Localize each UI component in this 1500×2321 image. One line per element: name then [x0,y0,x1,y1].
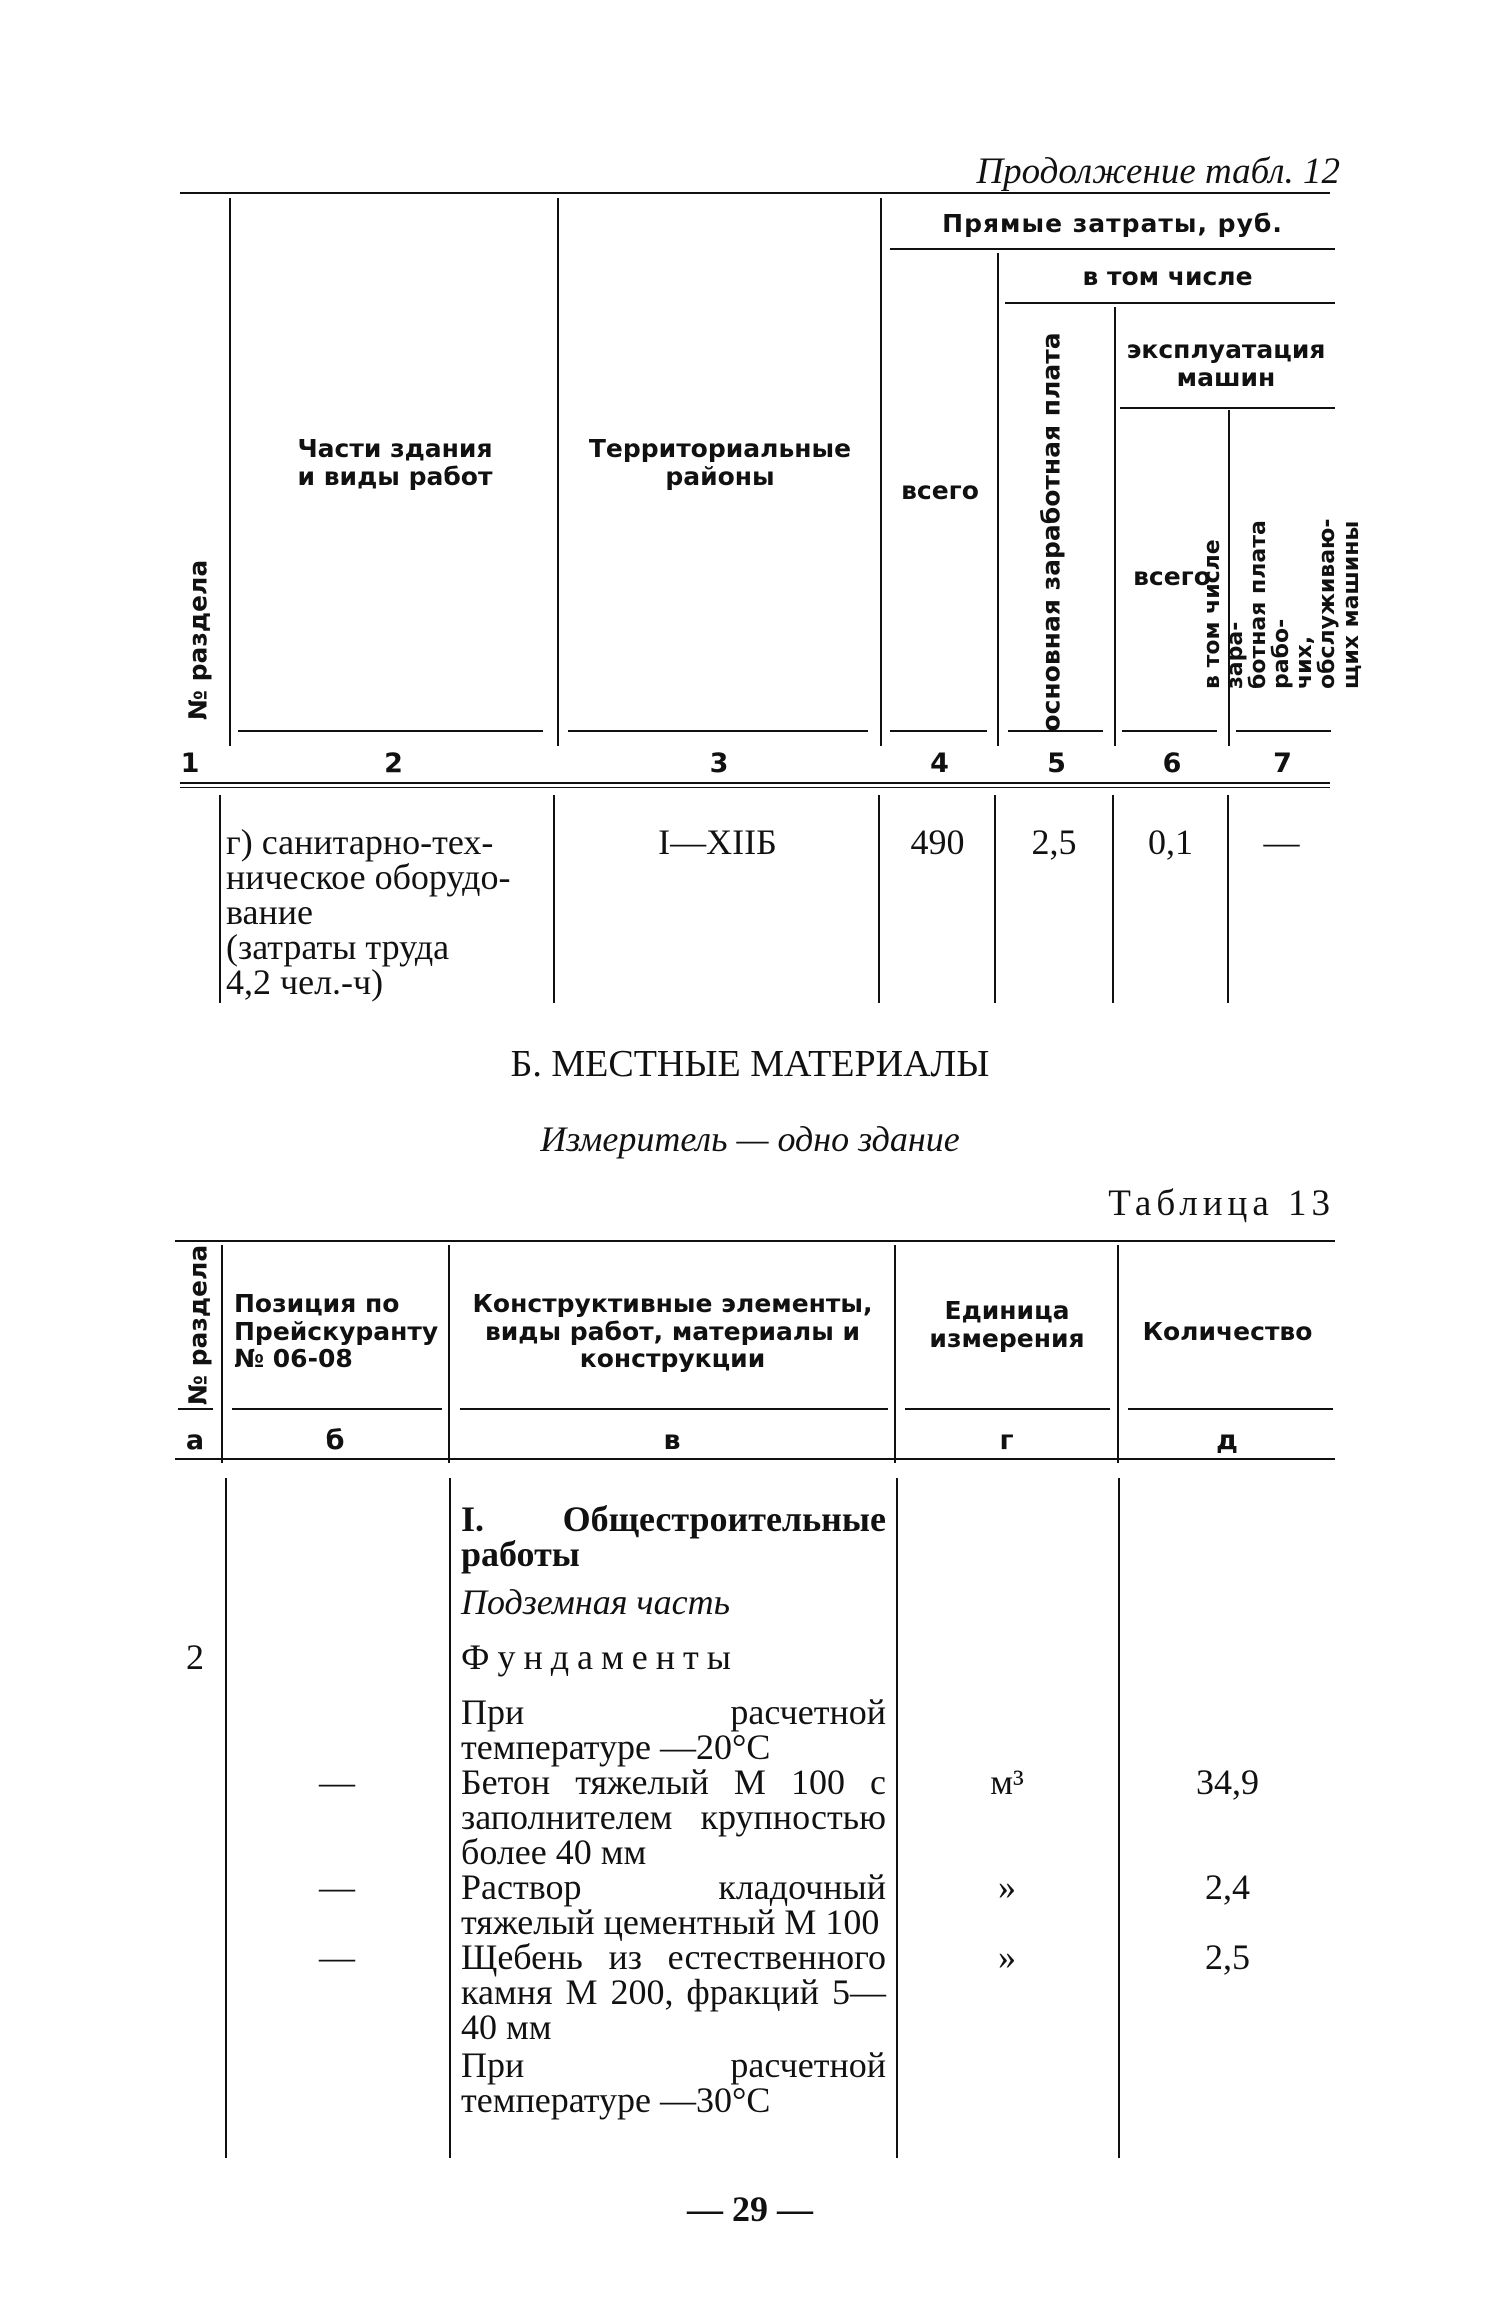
t13-heading-general: I. Общестроительные работы [461,1499,886,1574]
table13-label: Таблица 13 [1108,1183,1335,1224]
table12-top-rule [180,192,1330,194]
t13-heading-underground: Подземная часть [461,1582,730,1622]
measure-label: Измеритель — одно здание [540,1119,960,1159]
row-region: I—XIIБ [658,822,777,862]
t13-unit-header: Единица измерения [929,1296,1085,1353]
base-salary-header: основная заработная плата [1036,332,1066,732]
t13-col-g: г [999,1425,1014,1456]
row-machines: 0,1 [1148,822,1193,862]
total-header: всего [901,476,979,505]
continuation-label: Продолжение табл. 12 [976,151,1340,192]
t13-col-b: б [325,1425,345,1456]
parts-header: Части здания и виды работ [297,434,493,491]
t13-col-d: д [1216,1425,1238,1456]
col-num-7: 7 [1273,748,1292,779]
col-num-2: 2 [384,748,403,779]
t13-position-header: Позиция по Прейскуранту № 06-08 [234,1289,439,1373]
row-salary: 2,5 [1031,822,1077,862]
section-no-header: № раздела [183,559,213,721]
t13-section-number: 2 [186,1637,204,1677]
t13-col-a: а [185,1425,205,1456]
col-num-6: 6 [1162,748,1182,779]
col-num-5: 5 [1047,748,1066,779]
t13-temp-30: При расчетной температуре —30°С [461,2045,886,2120]
col-num-3: 3 [709,748,729,779]
regions-header: Территориальные районы [588,434,852,491]
t13-row3-name: Щебень из естественного камня М 200, фракций 5—40 мм [461,1937,886,2047]
t13-elements-header: Конструктивные элементы, виды работ, материалы и конструкции [472,1289,873,1373]
col-num-1: 1 [180,748,200,779]
t13-temp-20: При расчетной температуре —20°С [461,1692,886,1767]
including-header: в том числе [1082,262,1253,291]
t13-row2-qty: 2,4 [1205,1867,1250,1907]
direct-costs-header: Прямые затраты, руб. [942,209,1283,238]
section-title: Б. МЕСТНЫЕ МАТЕРИАЛЫ [510,1043,990,1085]
machine-salary-header: в том числе зара- ботная плата рабо- чих, обслуживаю- щих машины [1200,518,1364,689]
page-number: — 29 — [687,2189,813,2229]
t13-quantity-header: Количество [1142,1317,1313,1346]
table13-top-rule [175,1240,1335,1242]
t13-row3-qty: 2,5 [1205,1937,1250,1977]
t13-row1-position: — [319,1762,355,1802]
t13-row3-position: — [319,1937,355,1977]
t13-col-v: в [663,1425,681,1456]
t13-heading-foundations: Фундаменты [461,1637,739,1677]
t13-row3-unit: » [998,1937,1016,1977]
t13-row2-position: — [319,1867,355,1907]
t13-row1-qty: 34,9 [1196,1762,1259,1802]
machine-operation-header: эксплуатация машин [1126,335,1326,392]
t13-row1-name: Бетон тяжелый М 100 с заполнителем крупностью более 40 мм [461,1762,886,1872]
col-num-4: 4 [930,748,949,779]
row-description: г) санитарно-тех- ническое оборудо- вание (затраты труда 4,2 чел.-ч) [226,822,511,1002]
t13-row2-name: Раствор кладочный тяжелый цементный М 100 [461,1867,886,1942]
machine-total-header: всего [1133,562,1211,591]
t13-row1-unit: м³ [990,1762,1024,1802]
row-total: 490 [910,822,965,862]
t13-row2-unit: » [998,1867,1016,1907]
t13-section-no-header: № раздела [183,1244,213,1406]
row-machine-salary: — [1263,822,1300,862]
